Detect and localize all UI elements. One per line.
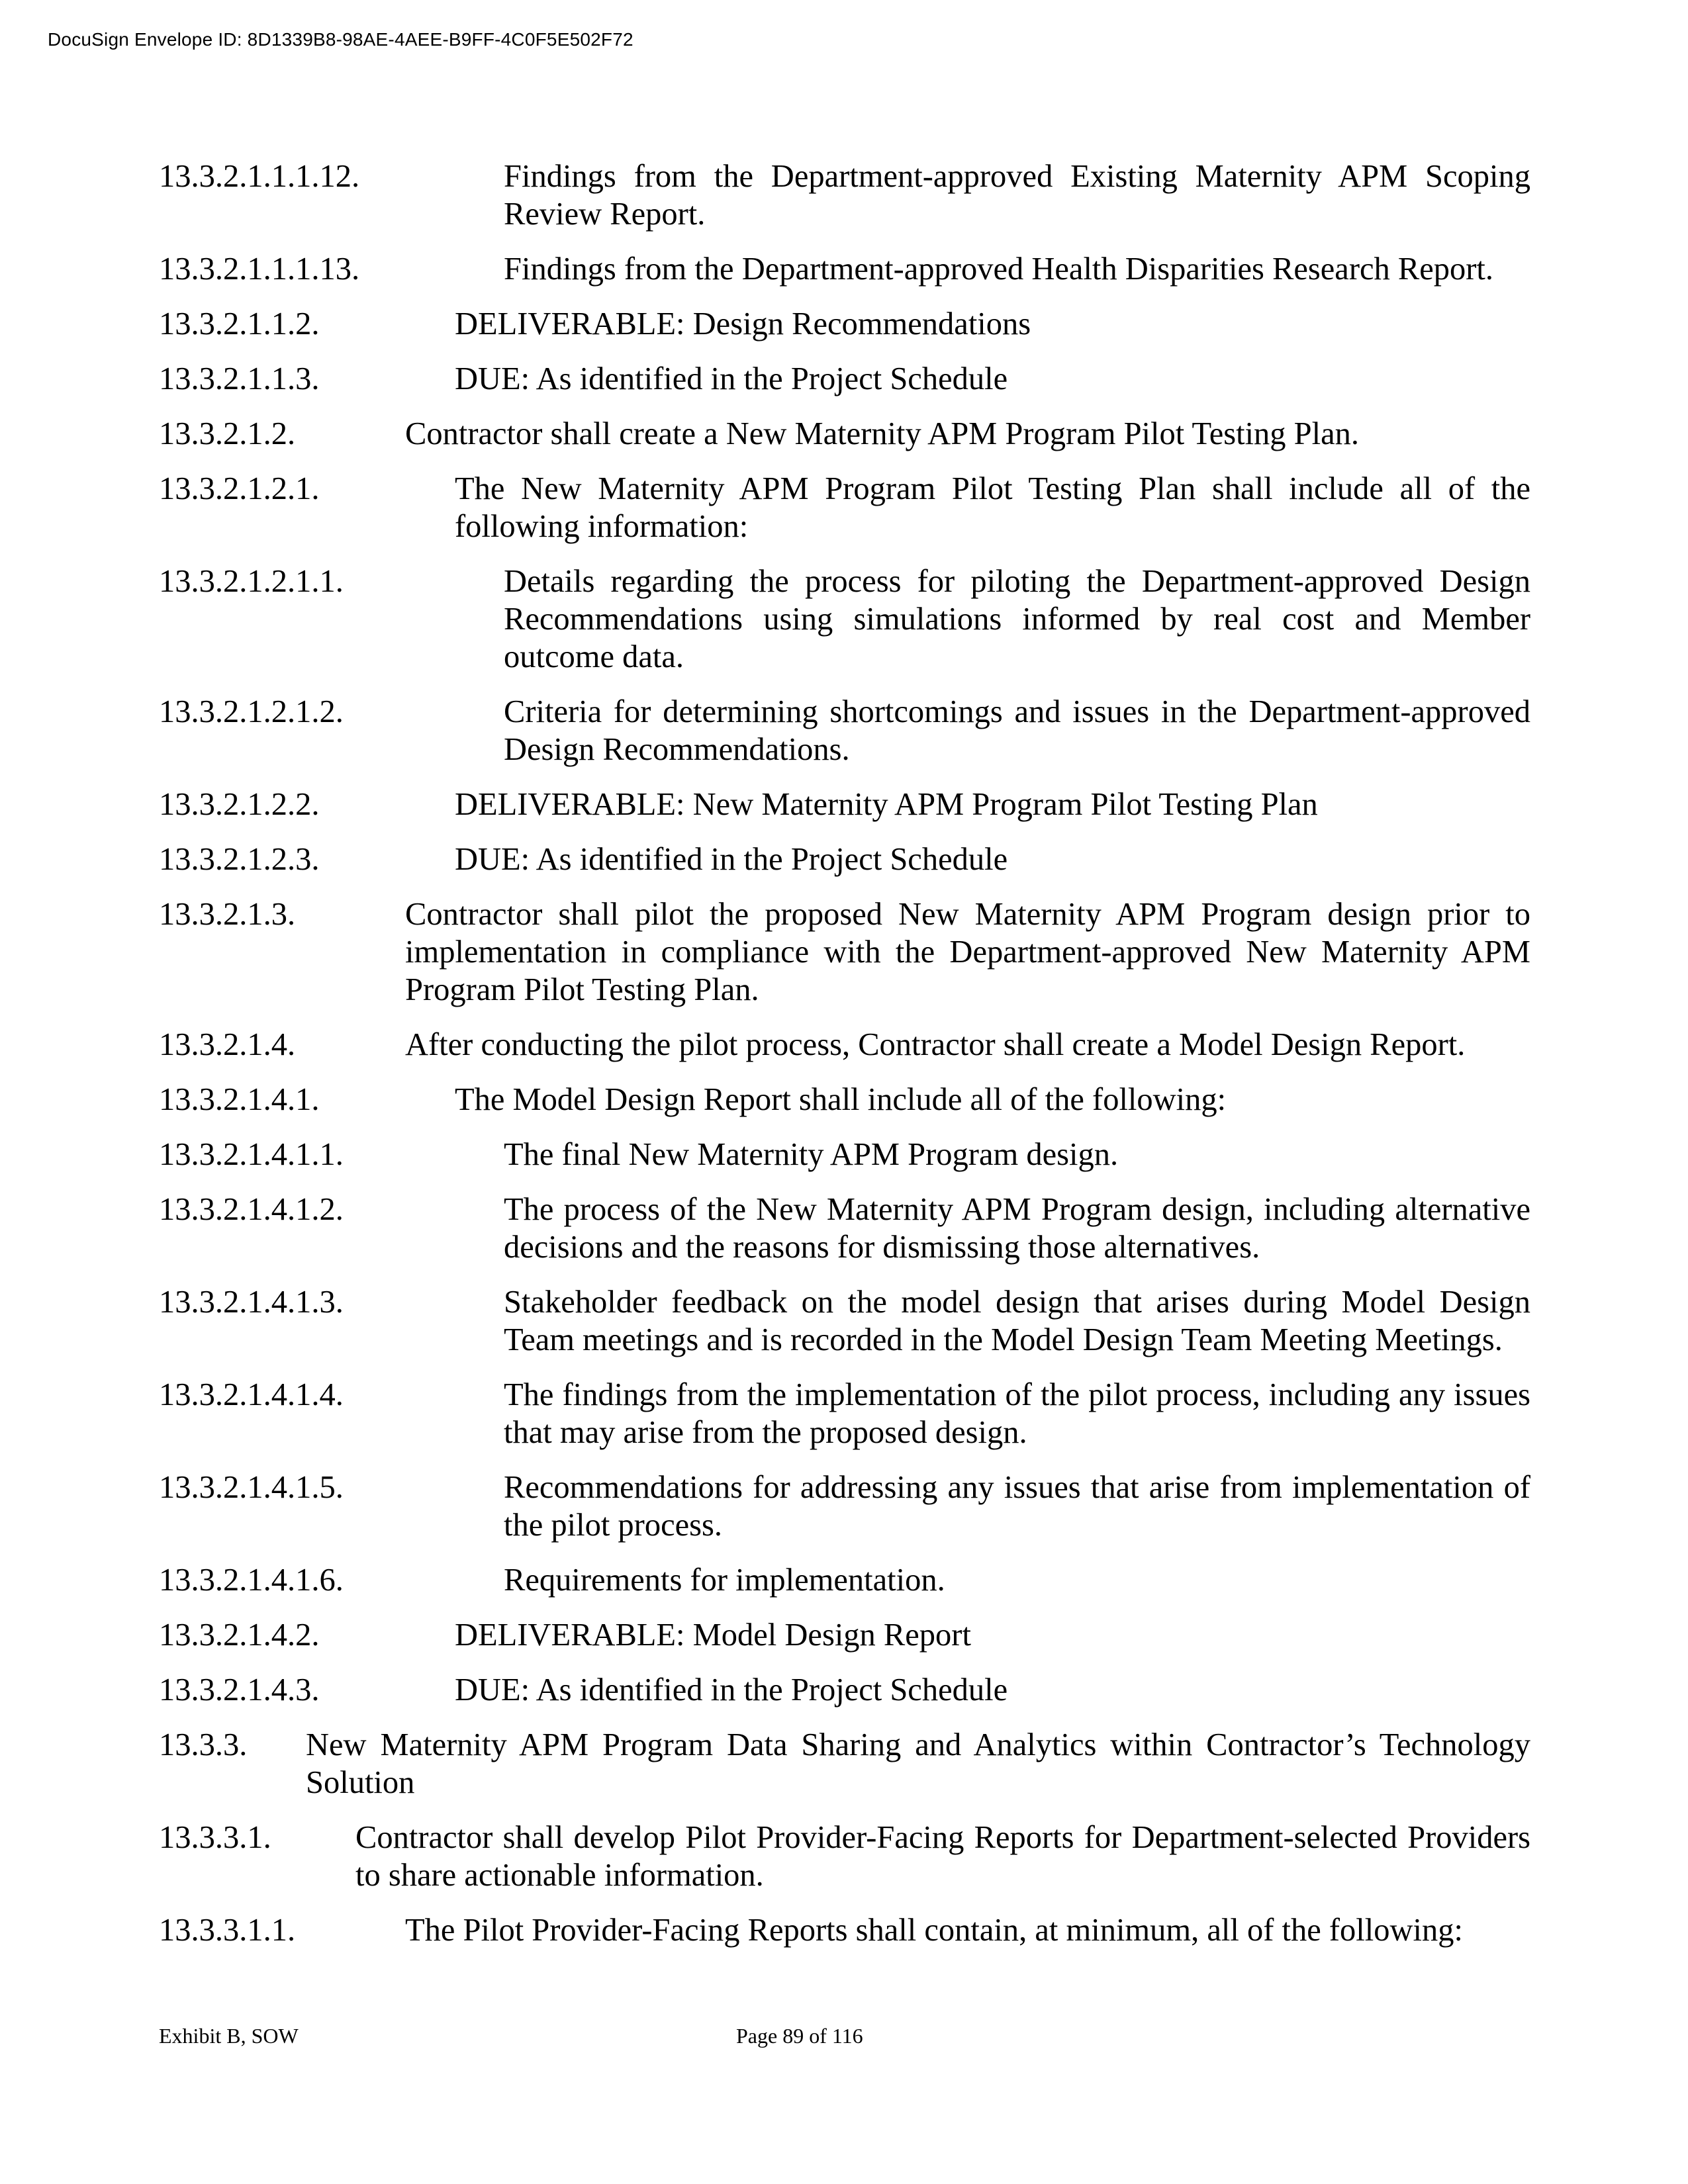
item-number: 13.3.2.1.2.1.2. [159,694,344,729]
item-number: 13.3.2.1.2.1.1. [159,564,344,599]
item-text: Criteria for determining shortcomings and issues in the Department-approved Design Recommendations. [504,694,1530,767]
item-number: 13.3.2.1.4.1.1. [159,1137,344,1172]
item-number: 13.3.3.1. [159,1820,271,1855]
item-number: 13.3.2.1.1.1.13. [159,251,360,287]
item-text: The New Maternity APM Program Pilot Testing Plan shall include all of the following information: [455,471,1530,544]
item-number: 13.3.2.1.2.2. [159,787,320,822]
list-item [159,1726,1530,1801]
list-item [159,1191,1530,1266]
item-number: 13.3.2.1.4.1.5. [159,1470,344,1505]
item-number: 13.3.2.1.1.3. [159,361,320,396]
list-item [159,1671,1530,1709]
list-item [159,786,1530,823]
list-item [159,1136,1530,1173]
footer-page-number: Page 89 of 116 [736,2024,863,2048]
item-number: 13.3.2.1.1.1.12. [159,159,360,194]
item-number: 13.3.2.1.4.2. [159,1617,320,1653]
item-number: 13.3.2.1.2.3. [159,842,320,877]
footer-exhibit-label: Exhibit B, SOW [159,2024,299,2048]
list-item [159,563,1530,676]
item-text: DUE: As identified in the Project Schedule [455,842,1008,877]
list-item [159,1911,1530,1949]
item-number: 13.3.3.1.1. [159,1913,296,1948]
item-text: DELIVERABLE: New Maternity APM Program Pilot Testing Plan [455,787,1318,822]
item-number: 13.3.2.1.4.1.2. [159,1192,344,1227]
list-item [159,1376,1530,1451]
item-text: Findings from the Department-approved Existing Maternity APM Scoping Review Report. [504,159,1530,232]
item-text: DELIVERABLE: Model Design Report [455,1617,971,1653]
list-item [159,1283,1530,1359]
item-text: New Maternity APM Program Data Sharing and Analytics within Contractor’s Technology Solution [306,1727,1530,1800]
item-number: 13.3.2.1.4.1. [159,1082,320,1117]
list-item [159,841,1530,878]
item-text: The Pilot Provider-Facing Reports shall contain, at minimum, all of the following: [405,1913,1463,1948]
item-number: 13.3.2.1.2. [159,416,296,451]
list-item [159,1026,1530,1064]
list-item [159,693,1530,768]
item-text: The final New Maternity APM Program design. [504,1137,1119,1172]
list-item [159,305,1530,343]
item-text: Stakeholder feedback on the model design that arises during Model Design Team meetings and is recorded in the Model Design Team Meeting Meetings. [504,1285,1530,1357]
list-item [159,470,1530,545]
item-text: Requirements for implementation. [504,1563,945,1598]
document-body [159,158,1530,1966]
list-item [159,1819,1530,1894]
list-item [159,360,1530,398]
item-number: 13.3.2.1.4.3. [159,1672,320,1707]
list-item [159,250,1530,288]
item-text: DELIVERABLE: Design Recommendations [455,306,1031,341]
item-text: After conducting the pilot process, Contractor shall create a Model Design Report. [405,1027,1466,1062]
list-item [159,1616,1530,1654]
item-number: 13.3.2.1.4. [159,1027,296,1062]
item-number: 13.3.2.1.2.1. [159,471,320,506]
list-item [159,1469,1530,1544]
item-text: The findings from the implementation of the pilot process, including any issues that may arise from the proposed design. [504,1377,1530,1450]
item-text: The Model Design Report shall include all of the following: [455,1082,1227,1117]
item-text: Contractor shall create a New Maternity APM Program Pilot Testing Plan. [405,416,1360,451]
item-number: 13.3.3. [159,1727,248,1762]
item-text: Contractor shall pilot the proposed New Maternity APM Program design prior to implementation in compliance with the Department-approved New Maternity APM Program Pilot Testing Plan. [405,897,1530,1007]
item-text: Contractor shall develop Pilot Provider-Facing Reports for Department-selected Providers to share actionable information. [355,1820,1530,1893]
docusign-envelope-id: DocuSign Envelope ID: 8D1339B8-98AE-4AEE-B9FF-4C0F5E502F72 [48,29,633,50]
item-number: 13.3.2.1.3. [159,897,296,932]
item-text: Findings from the Department-approved Health Disparities Research Report. [504,251,1493,287]
item-text: DUE: As identified in the Project Schedule [455,1672,1008,1707]
list-item [159,158,1530,233]
item-text: DUE: As identified in the Project Schedule [455,361,1008,396]
item-text: The process of the New Maternity APM Program design, including alternative decisions and the reasons for dismissing those alternatives. [504,1192,1530,1265]
item-number: 13.3.2.1.4.1.4. [159,1377,344,1412]
item-number: 13.3.2.1.4.1.3. [159,1285,344,1320]
list-item [159,1561,1530,1599]
list-item [159,1081,1530,1118]
item-number: 13.3.2.1.4.1.6. [159,1563,344,1598]
list-item [159,895,1530,1009]
item-text: Recommendations for addressing any issues that arise from implementation of the pilot process. [504,1470,1530,1543]
item-text: Details regarding the process for piloting the Department-approved Design Recommendations using simulations informed by real cost and Member outcome data. [504,564,1530,674]
item-number: 13.3.2.1.1.2. [159,306,320,341]
list-item [159,415,1530,453]
